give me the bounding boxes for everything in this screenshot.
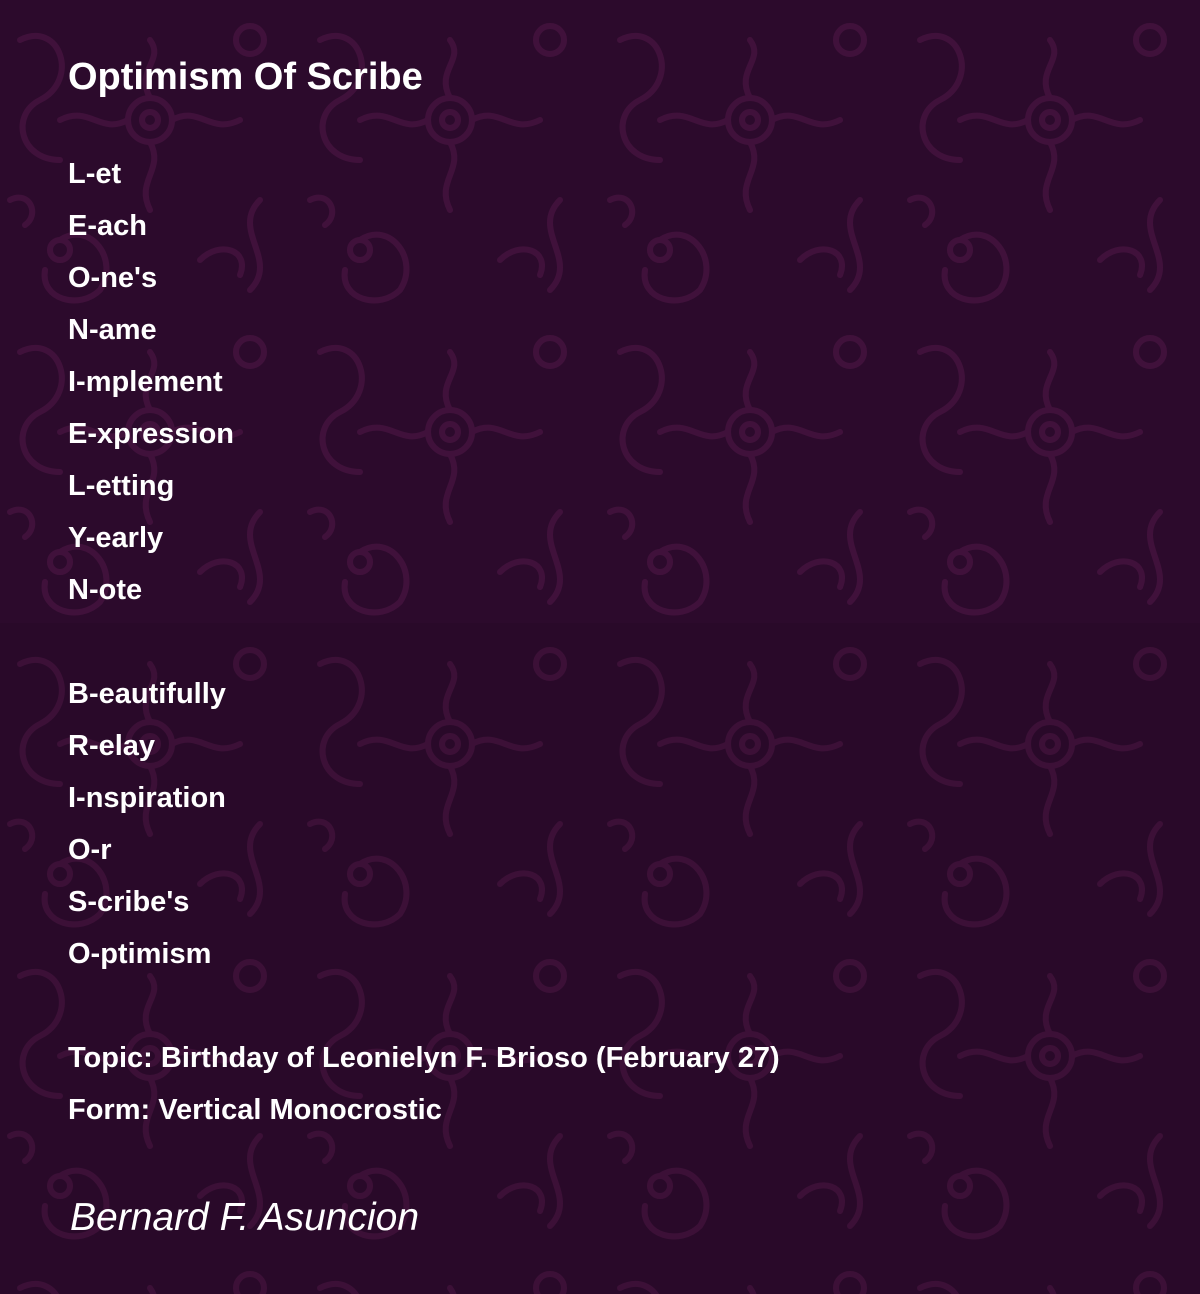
poem-line: E-ach: [68, 210, 147, 242]
poem-line: O-r: [68, 834, 112, 866]
poem-line: N-ame: [68, 314, 157, 346]
poem-topic: Topic: Birthday of Leonielyn F. Brioso (February 27): [68, 1042, 780, 1074]
poem-line: I-nspiration: [68, 782, 226, 814]
poem-line: Y-early: [68, 522, 164, 554]
poem-line: E-xpression: [68, 418, 234, 450]
poem-title: Optimism Of Scribe: [68, 56, 423, 98]
poem-line: S-cribe's: [68, 886, 190, 918]
stanza-1: [68, 148, 234, 616]
poem-line: N-ote: [68, 574, 143, 606]
poem-line: B-eautifully: [68, 678, 226, 710]
poem-line: O-ne's: [68, 262, 158, 294]
poem-line: I-mplement: [68, 366, 223, 398]
stanza-2: [68, 668, 226, 980]
poem-notes: [68, 1032, 780, 1136]
poem-author: Bernard F. Asuncion: [70, 1196, 420, 1239]
poem-line: R-elay: [68, 730, 156, 762]
poem-form: Form: Vertical Monocrostic: [68, 1094, 442, 1126]
poem-line: L-etting: [68, 470, 175, 502]
poem-line: L-et: [68, 158, 122, 190]
poem-line: O-ptimism: [68, 938, 212, 970]
